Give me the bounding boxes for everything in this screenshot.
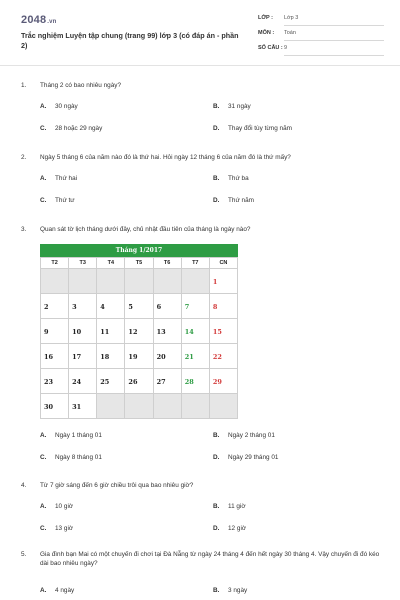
calendar-day: 12: [125, 319, 153, 344]
option-text: Thứ hai: [55, 175, 78, 182]
calendar-day: 11: [97, 319, 125, 344]
option-letter: B.: [213, 103, 220, 110]
option-text: 4 ngày: [55, 587, 75, 594]
option-letter: A.: [40, 432, 47, 439]
option-letter: A.: [40, 103, 47, 110]
option-letter: D.: [213, 525, 220, 532]
calendar-day: 19: [125, 344, 153, 369]
calendar-day: 1: [210, 269, 238, 294]
calendar-day: 8: [210, 294, 238, 319]
q1-option-c[interactable]: [40, 125, 102, 132]
calendar-empty-cell: [97, 394, 125, 419]
q1-option-a[interactable]: [40, 103, 78, 110]
calendar-empty-cell: [69, 269, 97, 294]
calendar-title: Tháng 1/2017: [40, 244, 238, 257]
calendar-weekday-header: T5: [125, 258, 153, 269]
q1-option-b[interactable]: [213, 103, 251, 110]
site-logo[interactable]: [21, 14, 57, 26]
meta-count: [258, 44, 384, 56]
option-letter: A.: [40, 175, 47, 182]
calendar-weekday-header: T2: [41, 258, 69, 269]
option-letter: A.: [40, 587, 47, 594]
option-letter: B.: [213, 587, 220, 594]
meta-divider: [284, 25, 384, 26]
calendar-empty-cell: [125, 394, 153, 419]
q1-option-d[interactable]: [213, 125, 292, 132]
option-text: Thứ năm: [228, 197, 254, 204]
calendar-day: 14: [182, 319, 210, 344]
calendar-empty-cell: [97, 269, 125, 294]
meta-subject-value: Toán: [284, 30, 296, 36]
calendar-empty-cell: [154, 269, 182, 294]
option-text: 3 ngày: [228, 587, 248, 594]
meta-class-key: LỚP :: [258, 15, 273, 21]
q4-option-b[interactable]: [213, 503, 246, 510]
question-number: 5.: [21, 551, 27, 558]
option-letter: C.: [40, 197, 47, 204]
calendar-day: 13: [154, 319, 182, 344]
calendar-day: 20: [154, 344, 182, 369]
calendar-day: 24: [69, 369, 97, 394]
calendar-empty-cell: [41, 269, 69, 294]
option-text: Thứ tư: [55, 197, 75, 204]
calendar-weekday-header: T7: [182, 258, 210, 269]
quiz-title: Trắc nghiệm Luyện tập chung (trang 99) lớp 3 (có đáp án - phần 2): [21, 31, 239, 50]
calendar-day: 10: [69, 319, 97, 344]
question-text: Tháng 2 có bao nhiêu ngày?: [40, 82, 122, 89]
option-text: 13 giờ: [55, 525, 74, 532]
q4-option-d[interactable]: [213, 525, 246, 532]
calendar-day: 7: [182, 294, 210, 319]
option-letter: B.: [213, 432, 220, 439]
question-number: 4.: [21, 482, 27, 489]
q3-option-c[interactable]: [40, 454, 102, 461]
meta-divider: [284, 40, 384, 41]
question-text: Gia đình bạn Mai có một chuyến đi chơi tại Đà Nẵng từ ngày 24 tháng 4 đến hết ngày 30 tháng 4. Vậy chuyến đi đó kéo dài bao nhiêu ngày?: [40, 551, 380, 568]
option-text: Ngày 8 tháng 01: [55, 454, 102, 461]
calendar-day: 21: [182, 344, 210, 369]
meta-subject-key: MÔN :: [258, 30, 275, 36]
q2-option-a[interactable]: [40, 175, 77, 182]
q4-option-c[interactable]: [40, 525, 73, 532]
calendar-day: 31: [69, 394, 97, 419]
option-letter: D.: [213, 454, 220, 461]
calendar-weekday-header: CN: [210, 258, 238, 269]
q2-option-c[interactable]: [40, 197, 75, 204]
calendar-weekday-header: T3: [69, 258, 97, 269]
calendar-day: 15: [210, 319, 238, 344]
calendar-day: 17: [69, 344, 97, 369]
question-number: 3.: [21, 226, 27, 233]
option-text: 28 hoặc 29 ngày: [55, 125, 103, 132]
option-text: Ngày 1 tháng 01: [55, 432, 102, 439]
option-letter: D.: [213, 197, 220, 204]
option-letter: B.: [213, 175, 220, 182]
calendar-day: 18: [97, 344, 125, 369]
option-letter: D.: [213, 125, 220, 132]
question-text: Từ 7 giờ sáng đến 6 giờ chiều trôi qua bao nhiêu giờ?: [40, 482, 194, 489]
option-text: Thứ ba: [228, 175, 249, 182]
calendar-day: 30: [41, 394, 69, 419]
calendar-empty-cell: [210, 394, 238, 419]
question-text: Ngày 5 tháng 6 của năm nào đó là thứ hai. Hỏi ngày 12 tháng 6 của năm đó là thứ mấy?: [40, 154, 291, 161]
quiz-header: [0, 0, 400, 66]
calendar-day: 23: [41, 369, 69, 394]
calendar-day: 9: [41, 319, 69, 344]
option-text: Ngày 29 tháng 01: [228, 454, 279, 461]
calendar-day: 2: [41, 294, 69, 319]
logo-text: 2048: [21, 14, 47, 26]
calendar-day: 29: [210, 369, 238, 394]
q5-option-a[interactable]: [40, 587, 74, 594]
option-text: 31 ngày: [228, 103, 251, 110]
meta-class: [258, 14, 384, 26]
option-text: 10 giờ: [55, 503, 74, 510]
calendar-day: 28: [182, 369, 210, 394]
logo-suffix: .vn: [47, 19, 57, 25]
meta-subject: [258, 29, 384, 41]
calendar-day: 22: [210, 344, 238, 369]
option-text: Ngày 2 tháng 01: [228, 432, 275, 439]
option-letter: B.: [213, 503, 220, 510]
option-letter: C.: [40, 525, 47, 532]
option-letter: A.: [40, 503, 47, 510]
q5-option-b[interactable]: [213, 587, 247, 594]
option-text: 11 giờ: [228, 503, 246, 510]
option-text: 12 giờ: [228, 525, 247, 532]
calendar-weekday-header: T4: [97, 258, 125, 269]
question-number: 2.: [21, 154, 27, 161]
calendar-empty-cell: [125, 269, 153, 294]
question-text: Quan sát tờ lịch tháng dưới đây, chủ nhật đầu tiên của tháng là ngày nào?: [40, 226, 251, 233]
meta-class-value: Lớp 3: [284, 15, 299, 21]
option-letter: C.: [40, 454, 47, 461]
calendar-empty-cell: [182, 269, 210, 294]
calendar-day: 4: [97, 294, 125, 319]
calendar-day: 6: [154, 294, 182, 319]
calendar-day: 16: [41, 344, 69, 369]
calendar-day: 25: [97, 369, 125, 394]
calendar-day: 26: [125, 369, 153, 394]
option-text: Thay đổi tùy từng năm: [228, 125, 292, 132]
meta-count-key: SỐ CÂU :: [258, 45, 283, 51]
q4-option-a[interactable]: [40, 503, 73, 510]
calendar-grid: [40, 257, 238, 419]
calendar-day: 5: [125, 294, 153, 319]
question-number: 1.: [21, 82, 27, 89]
calendar-empty-cell: [154, 394, 182, 419]
option-letter: C.: [40, 125, 47, 132]
q3-option-a[interactable]: [40, 432, 102, 439]
calendar: [40, 244, 238, 419]
calendar-day: 27: [154, 369, 182, 394]
q3-option-b[interactable]: [213, 432, 275, 439]
calendar-weekday-header: T6: [154, 258, 182, 269]
calendar-empty-cell: [182, 394, 210, 419]
q2-option-d[interactable]: [213, 197, 254, 204]
meta-divider: [284, 55, 384, 56]
meta-count-value: 9: [284, 45, 288, 51]
q2-option-b[interactable]: [213, 175, 249, 182]
q3-option-d[interactable]: [213, 454, 278, 461]
option-text: 30 ngày: [55, 103, 78, 110]
calendar-day: 3: [69, 294, 97, 319]
